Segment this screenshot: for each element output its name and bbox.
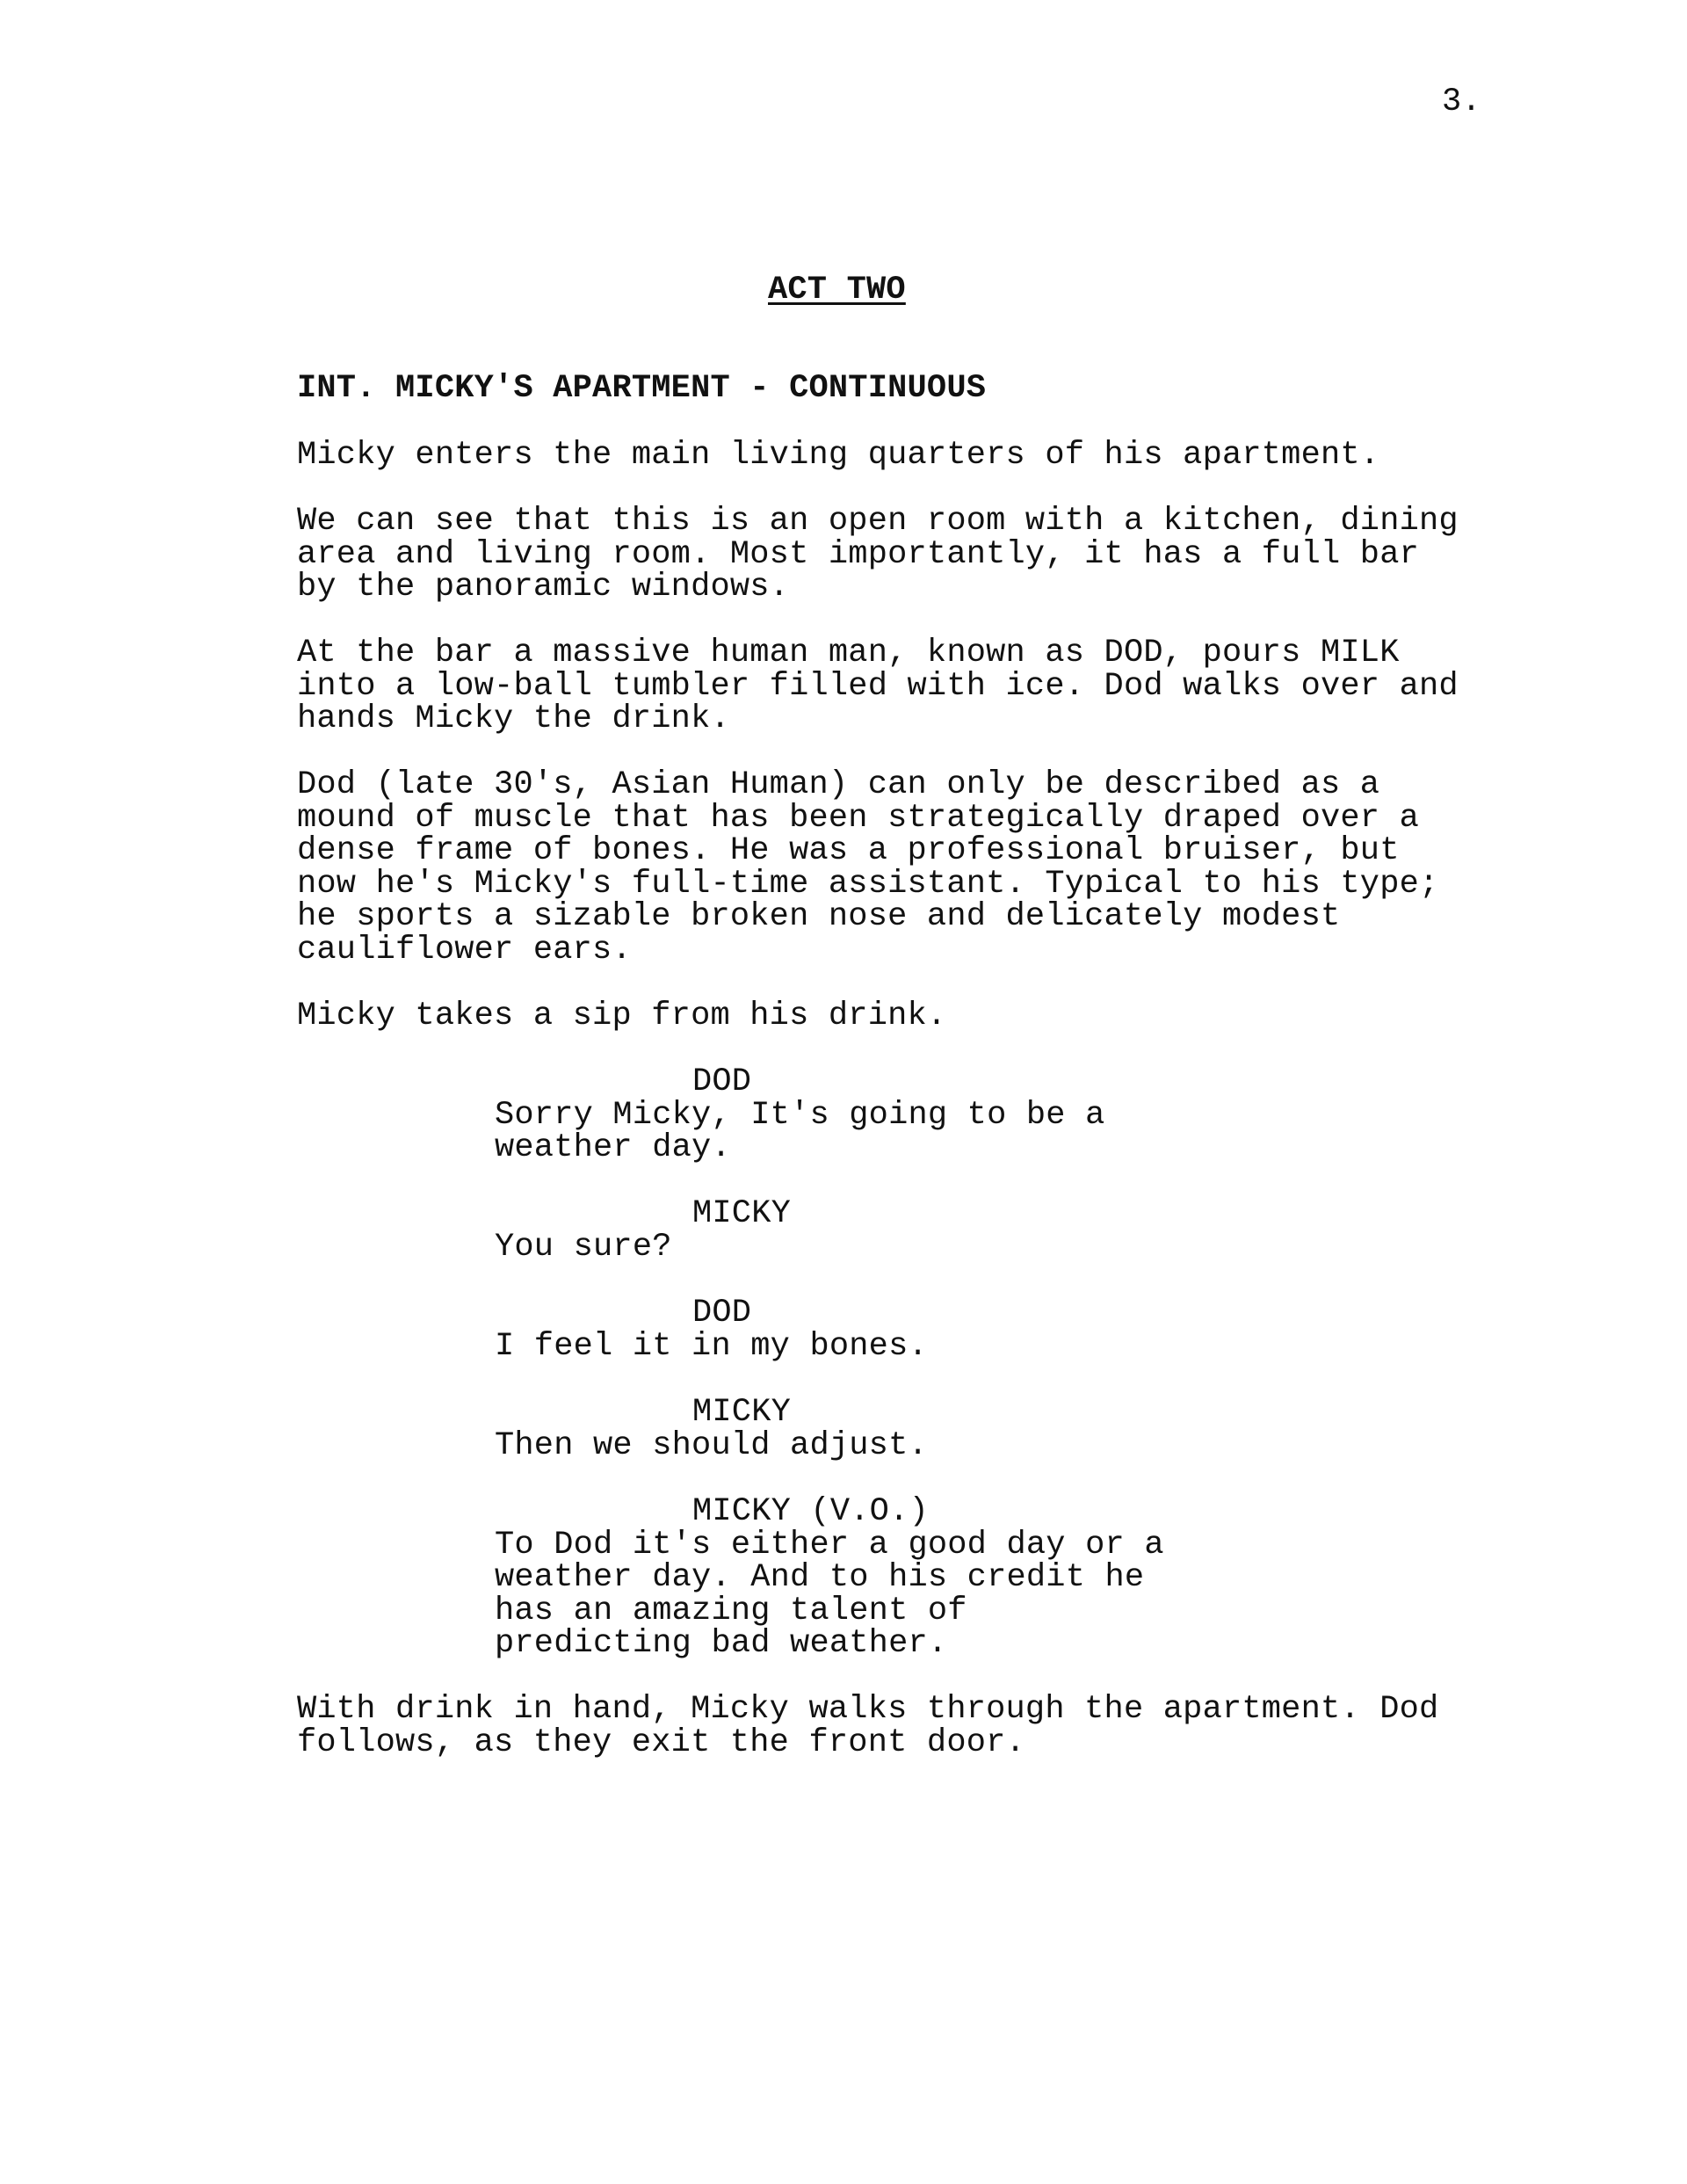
action-line: by the panoramic windows. [297,569,790,606]
action-line: With drink in hand, Micky walks through the apartment. Dod [297,1691,1439,1728]
action-line: Micky enters the main living quarters of his apartment. [297,437,1380,474]
scene-heading: INT. MICKY'S APARTMENT - CONTINUOUS [297,370,987,407]
dialogue-line: You sure? [495,1229,672,1266]
character-name: MICKY [692,1394,792,1431]
act-heading: ACT TWO [768,272,906,308]
dialogue-line: I feel it in my bones. [495,1328,928,1365]
action-line: At the bar a massive human man, known as DOD, pours MILK [297,635,1400,671]
dialogue-line: weather day. [495,1129,731,1166]
dialogue-line: Then we should adjust. [495,1427,928,1464]
action-line: follows, as they exit the front door. [297,1724,1025,1761]
action-line: area and living room. Most importantly, it has a full bar [297,536,1420,573]
action-line: dense frame of bones. He was a professional bruiser, but [297,832,1400,869]
action-line: We can see that this is an open room with a kitchen, dining [297,503,1459,540]
dialogue-line: weather day. And to his credit he [495,1559,1145,1596]
action-line: hands Micky the drink. [297,700,730,737]
dialogue-line: Sorry Micky, It's going to be a [495,1097,1105,1134]
action-line: Micky takes a sip from his drink. [297,998,947,1034]
action-line: now he's Micky's full-time assistant. Typical to his type; [297,866,1439,903]
character-name: DOD [692,1063,752,1100]
action-line: cauliflower ears. [297,932,632,969]
dialogue-line: has an amazing talent of [495,1593,967,1629]
dialogue-line: predicting bad weather. [495,1625,948,1662]
action-line: mound of muscle that has been strategically draped over a [297,800,1420,837]
dialogue-line: To Dod it's either a good day or a [495,1527,1164,1564]
action-line: Dod (late 30's, Asian Human) can only be described as a [297,766,1380,803]
action-line: into a low-ball tumbler filled with ice. Dod walks over and [297,668,1459,705]
action-line: he sports a sizable broken nose and delicately modest [297,898,1341,935]
page-number: 3. [1442,83,1481,120]
character-name: MICKY [692,1195,792,1232]
character-name: DOD [692,1295,752,1331]
character-name: MICKY (V.O.) [692,1493,929,1530]
